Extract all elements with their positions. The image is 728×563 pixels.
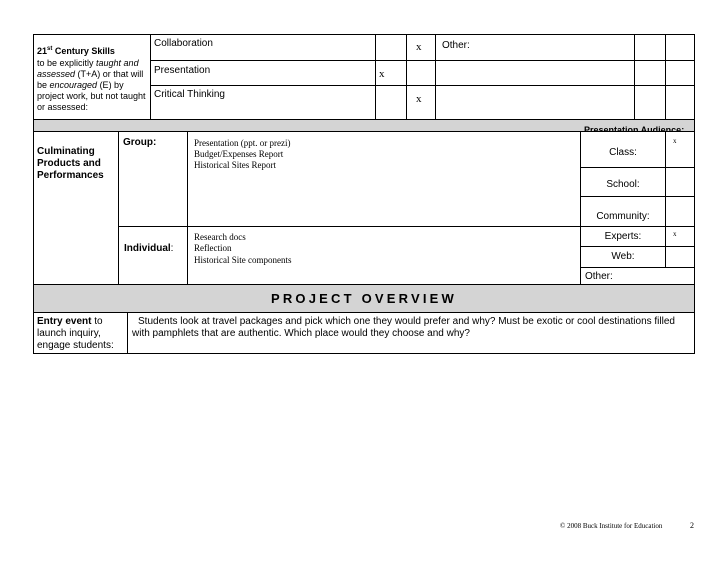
skills-other-label: Other: [442, 40, 470, 51]
group-item: Budget/Expenses Report [194, 149, 284, 159]
audience-class-mark: x [673, 137, 677, 145]
culminating-split-line [118, 226, 580, 227]
skills-description [37, 42, 150, 113]
audience-other: Other: [585, 271, 613, 282]
skills-divider [406, 34, 407, 120]
skills-divider [665, 34, 666, 120]
footer-page-number: 2 [690, 521, 694, 530]
culminating-divider [187, 132, 188, 285]
entry-label: Entry event to launch inquiry, engage students: [37, 316, 114, 351]
audience-row-line [580, 267, 695, 268]
skills-divider [375, 34, 376, 120]
audience-community: Community: [596, 211, 650, 222]
skills-instructions: to be explicitly taught and assessed (T+A) or that will be encouraged (E) by project work, but not taught or assessed: [37, 58, 146, 112]
skills-row-line [150, 85, 695, 86]
entry-text: Students look at travel packages and pick which one they would prefer and why? Must be exotic or cool destinations filled with pamphlets that are authentic. Which place would they choose and why? [132, 316, 675, 339]
audience-school: School: [606, 179, 640, 190]
footer-copyright: © 2008 Buck Institute for Education [560, 522, 663, 530]
overview-title: PROJECT OVERVIEW [270, 291, 458, 306]
skills-row-line [150, 60, 695, 61]
audience-row-line [580, 196, 695, 197]
entry-divider [127, 313, 128, 354]
skill-label-presentation: Presentation [154, 65, 211, 76]
audience-row-line [580, 167, 695, 168]
skill-mark-ta-presentation: x [379, 68, 385, 80]
audience-experts-mark: x [673, 230, 677, 238]
skill-label-critical-thinking: Critical Thinking [154, 89, 225, 100]
skill-label-collaboration: Collaboration [154, 38, 213, 49]
skills-heading: 21st Century Skills [37, 46, 115, 56]
skill-mark-e-collaboration: x [416, 41, 422, 53]
skills-divider [150, 34, 151, 120]
individual-item: Reflection [194, 243, 232, 253]
skills-divider [435, 34, 436, 120]
audience-row-line [580, 246, 695, 247]
group-item: Historical Sites Report [194, 160, 276, 170]
audience-class: Class: [609, 147, 637, 158]
audience-web: Web: [611, 251, 635, 262]
audience-experts: Experts: [604, 231, 642, 242]
culminating-label: Culminating Products and Performances [37, 146, 104, 181]
group-label: Group: [123, 137, 157, 148]
skills-divider [634, 34, 635, 120]
individual-item: Historical Site components [194, 255, 292, 265]
audience-row-line [580, 226, 695, 227]
group-item: Presentation (ppt. or prezi) [194, 138, 291, 148]
audience-header-clipped: Presentation Audience: [584, 125, 685, 132]
culminating-divider [118, 132, 119, 285]
skill-mark-e-critical-thinking: x [416, 93, 422, 105]
individual-item: Research docs [194, 232, 246, 242]
individual-label: Individual: [124, 243, 174, 254]
